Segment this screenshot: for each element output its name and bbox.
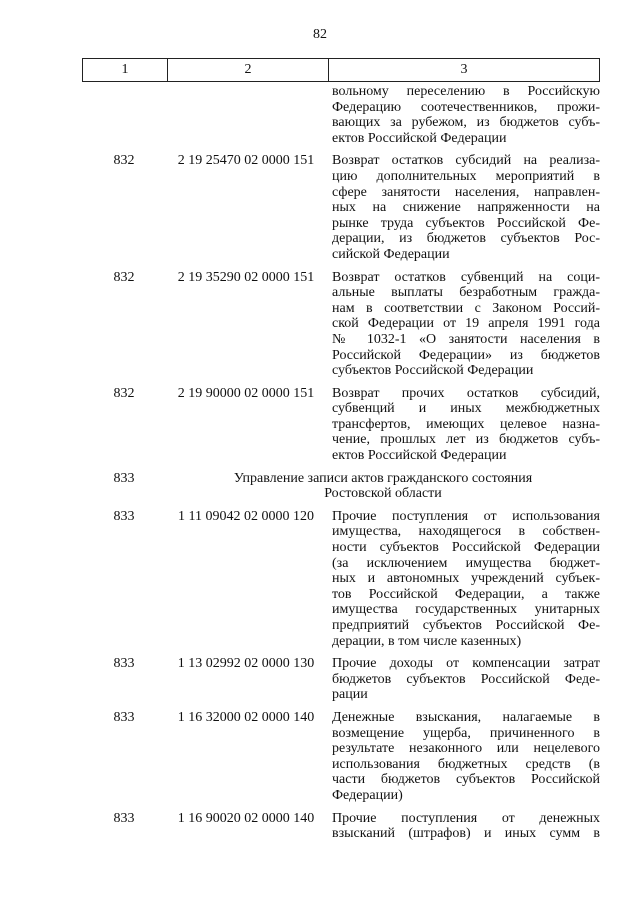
description-line: сфере занятости населения, направлен-	[332, 184, 600, 200]
column-header-2: 2	[168, 59, 329, 81]
description-line: имущества государственных унитарных	[332, 602, 600, 618]
budget-classification-code: 2 19 90000 02 0000 151	[177, 385, 315, 401]
description-line: бюджетов субъектов Российской Феде-	[332, 671, 600, 687]
column-header-1: 1	[83, 59, 168, 81]
table-row	[82, 84, 600, 146]
description-line: вольному переселению в Российскую	[332, 84, 600, 99]
description-line: Денежные взыскания, налагаемые в	[332, 709, 600, 725]
description-line: ектов Российской Федерации	[332, 448, 507, 464]
budget-classification-code: 2 19 35290 02 0000 151	[177, 269, 315, 285]
budget-classification-code	[166, 84, 326, 146]
administrator-code: 833	[113, 508, 135, 524]
administrator-code: 832	[113, 153, 135, 169]
table-row	[82, 656, 600, 703]
description-line: нам в соответствии с Законом Россий-	[332, 300, 600, 316]
description-line: дерации, из бюджетов субъектов Рос-	[332, 231, 600, 247]
description-line: субъектов Российской Федерации	[332, 363, 534, 379]
table-header	[82, 58, 600, 82]
administrator-code: 833	[113, 709, 135, 725]
description-line: дерации, в том числе казенных)	[332, 633, 522, 649]
description-line: ных и автономных учреждений субъек-	[332, 571, 600, 587]
description-line: ектов Российской Федерации	[332, 130, 507, 146]
revenue-description	[326, 386, 600, 464]
administrator-code	[82, 84, 166, 146]
description-line: трансфертов, имеющих целевое назна-	[332, 416, 600, 432]
description-line: части бюджетов субъектов Российской	[332, 772, 600, 788]
description-line: ности субъектов Российской Федерации	[332, 540, 600, 556]
section-heading	[166, 471, 600, 502]
table-row	[82, 270, 600, 379]
section-heading-row	[82, 471, 600, 502]
revenue-description	[326, 710, 600, 804]
description-line: Российской Федерации» из бюджетов	[332, 347, 600, 363]
table-row	[82, 153, 600, 262]
page-number: 82	[313, 27, 327, 42]
revenue-description	[326, 153, 600, 262]
budget-classification-code: 1 16 90020 02 0000 140	[177, 810, 315, 826]
description-line: Прочие поступления от использования	[332, 508, 600, 524]
description-line: Федерации)	[332, 787, 403, 803]
description-line: альные выплаты безработным гражда-	[332, 285, 600, 301]
table-row	[82, 811, 600, 842]
description-line: Прочие доходы от компенсации затрат	[332, 656, 600, 672]
administrator-code: 833	[113, 470, 135, 486]
description-line: Федерацию соотечественников, прожи-	[332, 99, 600, 115]
description-line: результате незаконного или нецелевого	[332, 741, 600, 757]
administrator-code: 833	[113, 810, 135, 826]
description-line: возмещение ущерба, причиненного в	[332, 725, 600, 741]
description-line: № 1032-1 «О занятости населения в	[332, 331, 600, 347]
description-line: вающих за рубежом, из бюджетов субъ-	[332, 115, 600, 131]
description-line: взысканий (штрафов) и иных сумм в	[332, 826, 600, 842]
description-line: Возврат остатков субвенций на соци-	[332, 269, 600, 285]
column-header-3: 3	[460, 62, 468, 77]
description-line: чение, прошлых лет из бюджетов субъ-	[332, 432, 600, 448]
budget-classification-code: 1 16 32000 02 0000 140	[177, 709, 315, 725]
revenue-description	[326, 270, 600, 379]
administrator-code: 833	[113, 656, 135, 672]
administrator-code: 832	[113, 269, 135, 285]
budget-classification-code: 2 19 25470 02 0000 151	[177, 153, 315, 169]
table-body	[82, 84, 600, 842]
description-line: цию дополнительных мероприятий в	[332, 168, 600, 184]
description-line: ской Федерации от 19 апреля 1991 года	[332, 316, 600, 332]
budget-classification-code: 1 13 02992 02 0000 130	[177, 656, 315, 672]
description-line: Прочие поступления от денежных	[332, 810, 600, 826]
revenue-description	[326, 656, 600, 703]
description-line: сийской Федерации	[332, 246, 450, 262]
description-line: имущества, находящегося в собствен-	[332, 524, 600, 540]
description-line: использования бюджетных средств (в	[332, 756, 600, 772]
description-line: Возврат прочих остатков субсидий,	[332, 385, 600, 401]
table-row	[82, 509, 600, 649]
budget-classification-code: 1 11 09042 02 0000 120	[178, 508, 314, 524]
description-line: Возврат остатков субсидий на реализа-	[332, 153, 600, 169]
revenue-description	[326, 84, 600, 146]
description-line: субвенций и иных межбюджетных	[332, 401, 600, 417]
table-row	[82, 386, 600, 464]
revenue-description	[326, 509, 600, 649]
heading-line: Управление записи актов гражданского состояния	[233, 470, 533, 486]
heading-line: Ростовской области	[324, 486, 442, 502]
description-line: тов Российской Федерации, а также	[332, 586, 600, 602]
description-line: рации	[332, 687, 368, 703]
administrator-code: 832	[113, 385, 135, 401]
revenue-description	[326, 811, 600, 842]
description-line: (за исключением имущества бюджет-	[332, 555, 600, 571]
description-line: рынке труда субъектов Российской Фе-	[332, 215, 600, 231]
description-line: ных на снижение напряженности на	[332, 200, 600, 216]
description-line: предприятий субъектов Российской Фе-	[332, 618, 600, 633]
table-row	[82, 710, 600, 804]
